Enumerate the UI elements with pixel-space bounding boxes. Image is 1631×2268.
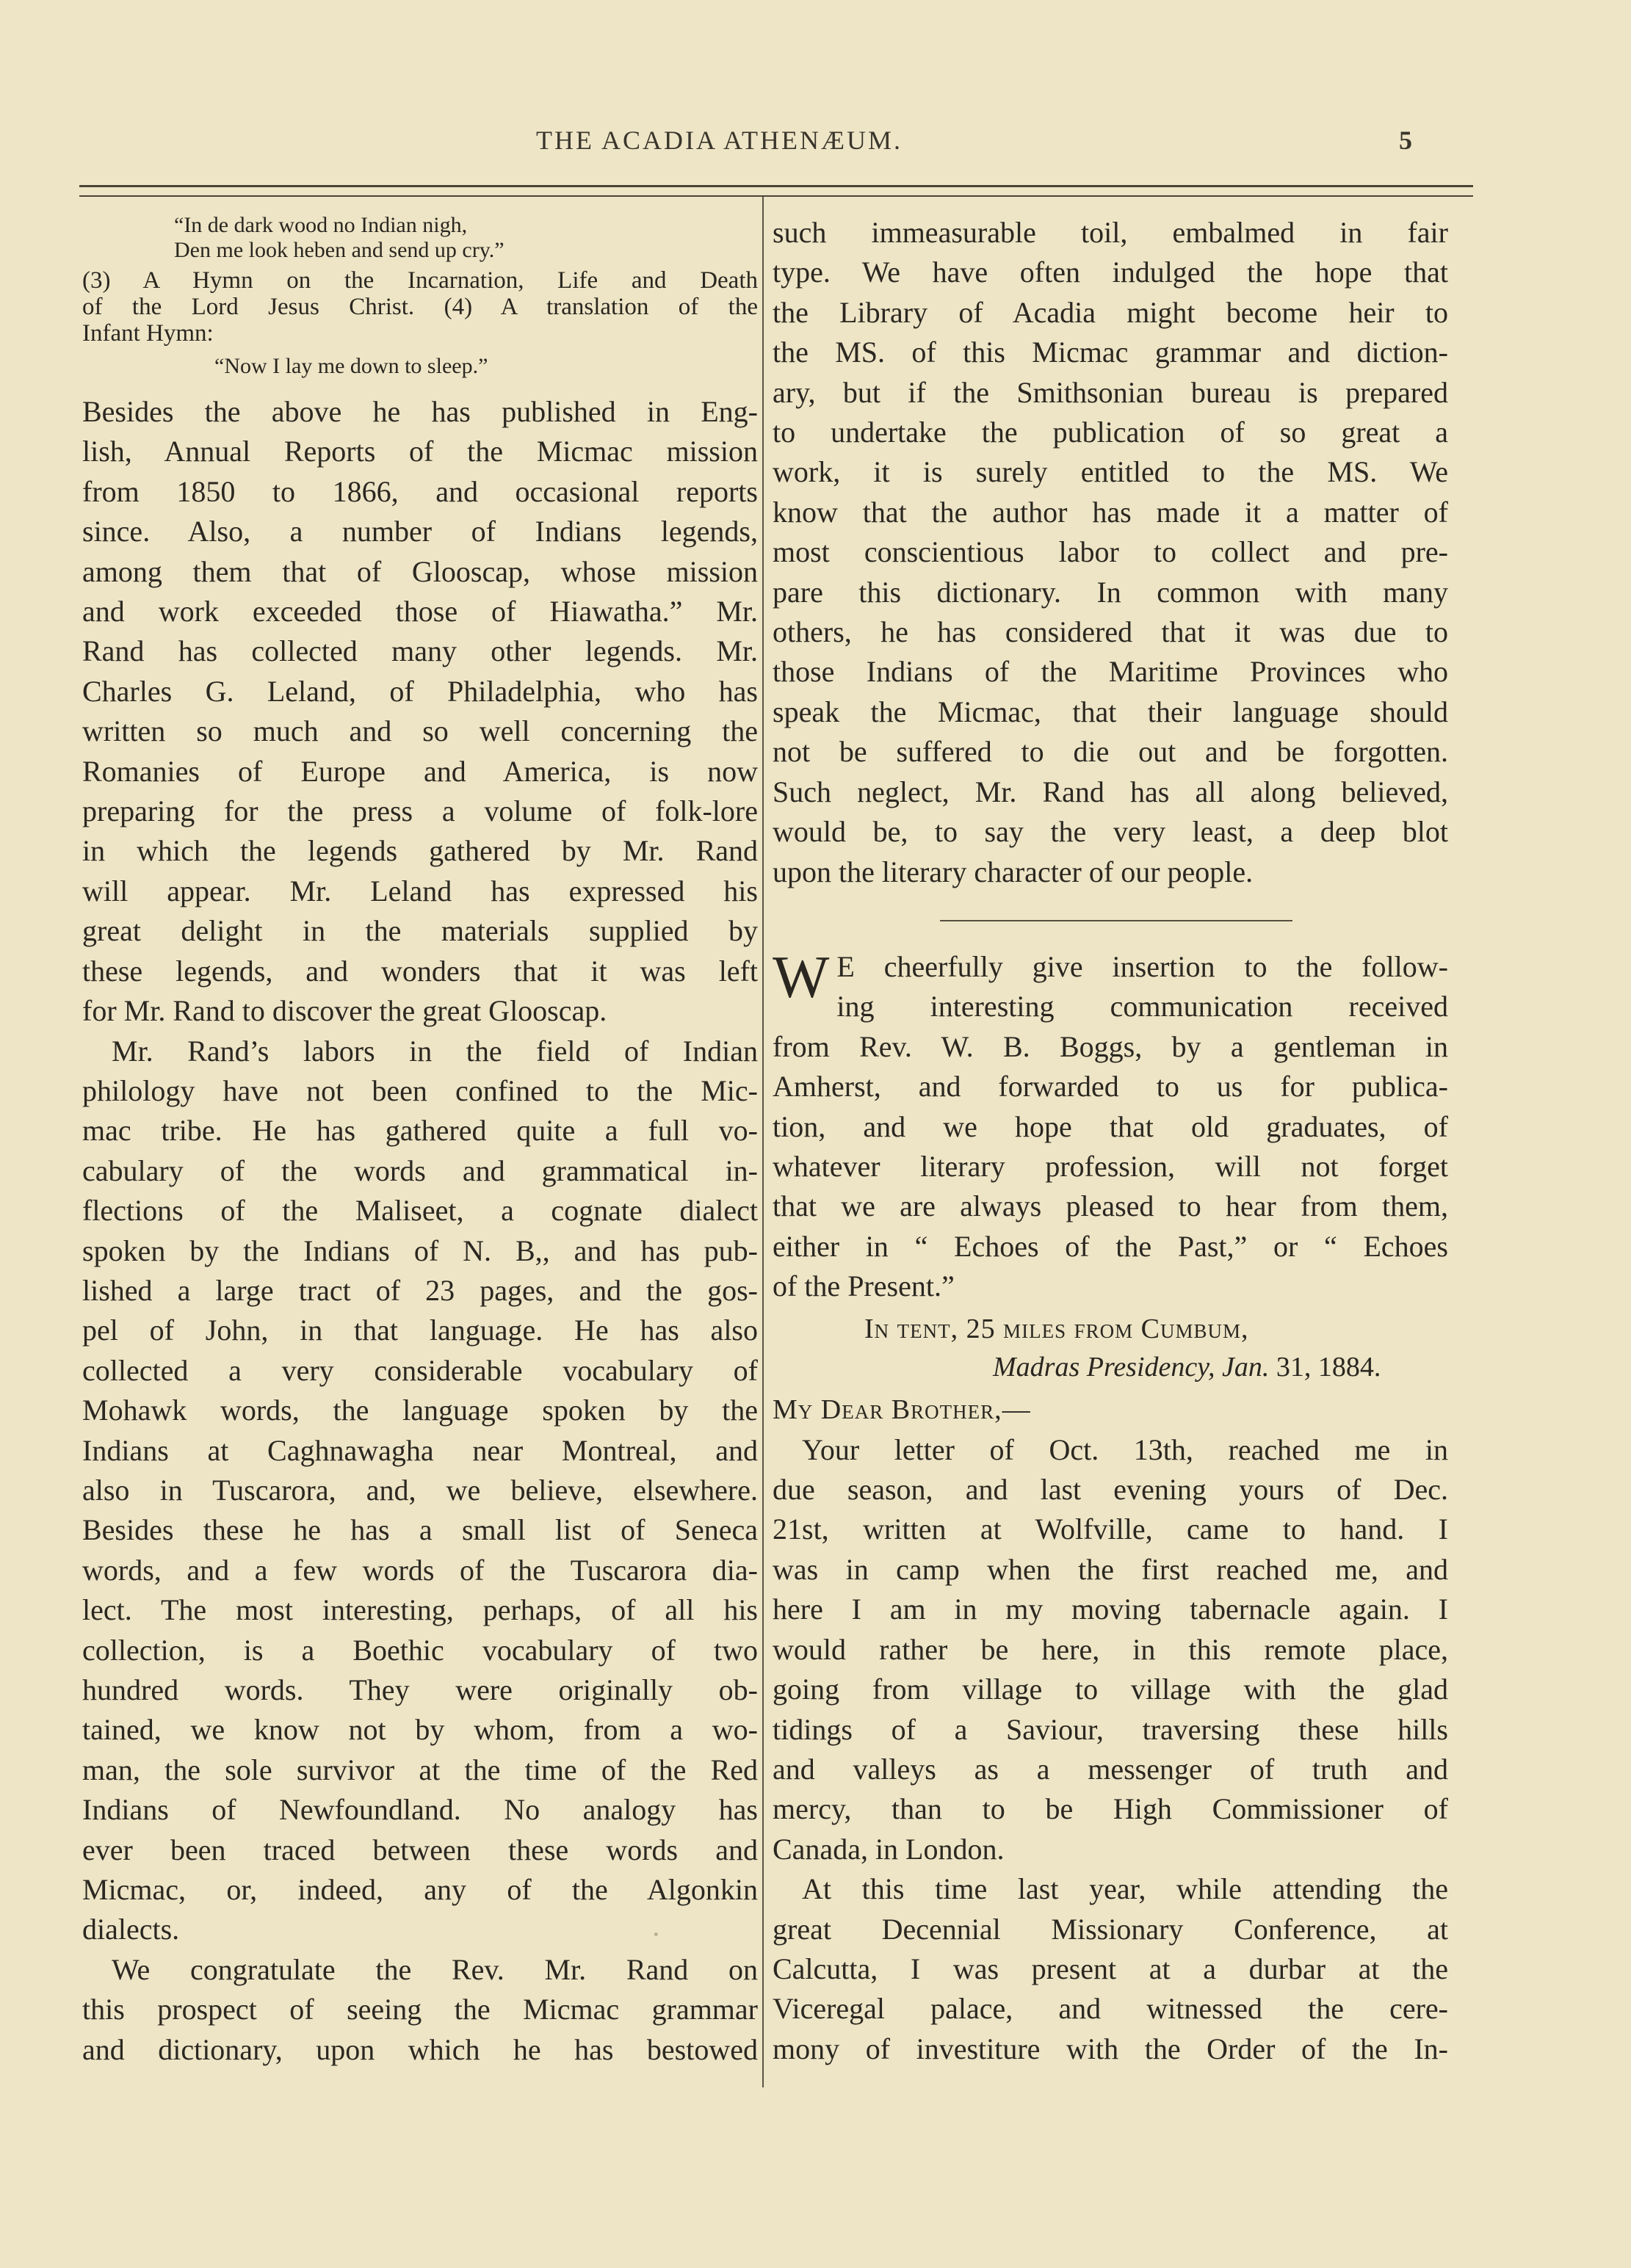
text-line: Charles G. Leland, of Philadelphia, who has [82,674,758,708]
text-line: preparing for the press a volume of folk-lore [82,794,758,828]
text-line: philology have not been confined to the Mic- [82,1073,758,1107]
text-line: that we are always pleased to hear from them, [773,1189,1448,1223]
paragraph-letter [773,1430,1448,1869]
text-line: Canada, in London. [773,1832,1005,1866]
text-line: also in Tuscarora, and, we believe, elsewhere. [82,1473,758,1507]
text-line: these legends, and wonders that it was left [82,954,758,988]
salutation: My Dear Brother,— [773,1394,1031,1425]
hymn-quote: “Now I lay me down to sleep.” [214,354,488,378]
header-rule [79,185,1473,187]
text-line: 21st, written at Wolfville, came to hand. I [773,1512,1448,1546]
text-line: going from village to village with the glad [773,1673,1448,1706]
text-line: to undertake the publication of so great a [773,416,1448,449]
text-line: either in “ Echoes of the Past,” or “ Echoes [773,1229,1448,1263]
text-line: know that the author has made it a matter of [773,495,1448,529]
text-line: of the Lord Jesus Christ. (4) A translation of the [82,294,758,320]
text-line: man, the sole survivor at the time of the Red [82,1753,758,1786]
text-line: of the Present.” [773,1269,955,1303]
letter-heading [773,1310,1448,1386]
text-line: and work exceeded those of Hiawatha.” Mr. [82,595,758,628]
text-line: Indians of Newfoundland. No analogy has [82,1793,758,1827]
text-line: dialects. [82,1913,180,1946]
poem-line: Den me look heben and send up cry.” [174,238,505,262]
text-line: collection, is a Boethic vocabulary of two [82,1633,758,1667]
paragraph-insertion-rest [773,1027,1448,1307]
text-line: Mohawk words, the language spoken by the [82,1394,758,1427]
text-line: type. We have often indulged the hope that [773,256,1448,289]
paragraph-labors [82,1032,758,1950]
text-line: upon the literary character of our people. [773,855,1254,888]
text-line: here I am in my moving tabernacle again. I [773,1593,1448,1626]
text-line: Besides the above he has published in Eng- [82,395,758,428]
text-line: not be suffered to die out and be forgotten. [773,735,1448,769]
text-line: written so much and so well concerning the [82,714,758,748]
text-line: We congratulate the Rev. Mr. Rand on [112,1952,758,1986]
text-line: among them that of Glooscap, whose mission [82,554,758,588]
text-line: ary, but if the Smithsonian bureau is prepared [773,375,1448,409]
left-column [82,213,758,2070]
text-line: would be, to say the very least, a deep blot [773,815,1448,849]
right-column-lower [773,943,1448,2069]
text-line: for Mr. Rand to discover the great Glooscap. [82,994,607,1028]
text-line: due season, and last evening yours of Dec. [773,1473,1448,1507]
text-line: the MS. of this Micmac grammar and diction- [773,336,1448,369]
text-line: Besides these he has a small list of Seneca [82,1513,758,1547]
paragraph-calcutta [773,1869,1448,2069]
journal-title: THE ACADIA ATHENÆUM. [536,126,903,155]
letter-date [773,1348,1448,1386]
text-line: would rather be here, in this remote place, [773,1632,1448,1666]
text-line: pare this dictionary. In common with many [773,575,1448,609]
text-line: will appear. Mr. Leland has expressed his [82,874,758,907]
text-line: from 1850 to 1866, and occasional reports [82,474,758,508]
text-line: since. Also, a number of Indians legends, [82,515,758,548]
text-line: flections of the Maliseet, a cognate dialect [82,1194,758,1228]
letter-date-value: 31, 1884. [1269,1351,1381,1383]
hymn-paragraph [82,267,758,347]
text-line: this prospect of seeing the Micmac grammar [82,1993,758,2026]
poem-line: “In de dark wood no Indian nigh, [174,213,468,237]
text-line: lish, Annual Reports of the Micmac mission [82,435,758,468]
paragraph-congratulate [82,1950,758,2070]
text-line: Viceregal palace, and witnessed the cere- [773,1992,1448,2026]
text-line: tidings of a Saviour, traversing these hills [773,1712,1448,1746]
text-line: ever been traced between these words and [82,1833,758,1866]
text-line: whatever literary profession, will not forget [773,1150,1448,1184]
text-line: great Decennial Missionary Conference, at [773,1912,1448,1946]
text-line: (3) A Hymn on the Incarnation, Life and Death [82,267,758,294]
text-line: in which the legends gathered by Mr. Rand [82,834,758,868]
text-line: from Rev. W. B. Boggs, by a gentleman in [773,1029,1448,1063]
letter-place: In tent, 25 miles from Cumbum, [864,1313,1249,1344]
paragraph-besides [82,392,758,1032]
text-line: cabulary of the words and grammatical in- [82,1153,758,1187]
text-line: and valleys as a messenger of truth and [773,1752,1448,1786]
text-line: Romanies of Europe and America, is now [82,754,758,788]
text-line: speak the Micmac, that their language should [773,695,1448,728]
column-divider [762,197,764,2087]
text-line: hundred words. They were originally ob- [82,1673,758,1706]
text-line: Indians at Caghnawagha near Montreal, and [82,1433,758,1467]
paragraph-toil [773,213,1448,892]
text-line: work, it is surely entitled to the MS. We [773,455,1448,489]
page-number: 5 [1399,126,1412,155]
text-line: was in camp when the first reached me, and [773,1552,1448,1586]
text-line: lished a large tract of 23 pages, and the gos- [82,1273,758,1307]
text-line: pel of John, in that language. He has also [82,1314,758,1347]
text-line: words, and a few words of the Tuscarora dia- [82,1553,758,1587]
text-line: Infant Hymn: [82,320,214,347]
text-line: spoken by the Indians of N. B,, and has pub- [82,1233,758,1267]
drop-cap: W [773,943,830,1010]
text-line: Rand has collected many other legends. Mr. [82,634,758,668]
text-line: mony of investiture with the Order of the In- [773,2032,1448,2065]
text-line: mercy, than to be High Commissioner of [773,1792,1448,1826]
text-line: Such neglect, Mr. Rand has all along believed, [773,775,1448,808]
text-line: At this time last year, while attending the [802,1872,1448,1906]
text-line: and dictionary, upon which he has bestowed [82,2032,758,2066]
text-line: the Library of Acadia might become heir to [773,295,1448,329]
text-line: Micmac, or, indeed, any of the Algonkin [82,1873,758,1907]
text-line: mac tribe. He has gathered quite a full vo- [82,1114,758,1148]
text-line: most conscientious labor to collect and pre- [773,535,1448,569]
text-line: great delight in the materials supplied by [82,914,758,948]
text-line: tained, we know not by whom, from a wo- [82,1713,758,1747]
text-line: such immeasurable toil, embalmed in fair [773,216,1448,249]
text-line: others, he has considered that it was due to [773,615,1448,649]
text-line: Mr. Rand’s labors in the field of Indian [112,1034,758,1068]
running-head [0,125,1631,162]
text-line: lect. The most interesting, perhaps, of all his [82,1593,758,1627]
ink-speck: ˚ [654,1931,659,1947]
text-line: those Indians of the Maritime Provinces who [773,655,1448,689]
text-line: ing interesting communication received [836,990,1448,1024]
text-line: Amherst, and forwarded to us for publica- [773,1070,1448,1104]
right-column [773,213,1448,892]
section-rule [940,920,1292,921]
text-line: Calcutta, I was present at a durbar at the [773,1952,1448,1985]
poem-quote [82,213,758,263]
text-line: tion, and we hope that old graduates, of [773,1109,1448,1143]
text-line: Your letter of Oct. 13th, reached me in [802,1432,1448,1466]
letter-place-italic: Madras Presidency, Jan. [993,1351,1270,1383]
header-rule-thin [79,195,1473,197]
text-line: E cheerfully give insertion to the follow- [836,950,1448,983]
paragraph-insertion [773,943,1448,1307]
text-line: collected a very considerable vocabulary of [82,1353,758,1387]
